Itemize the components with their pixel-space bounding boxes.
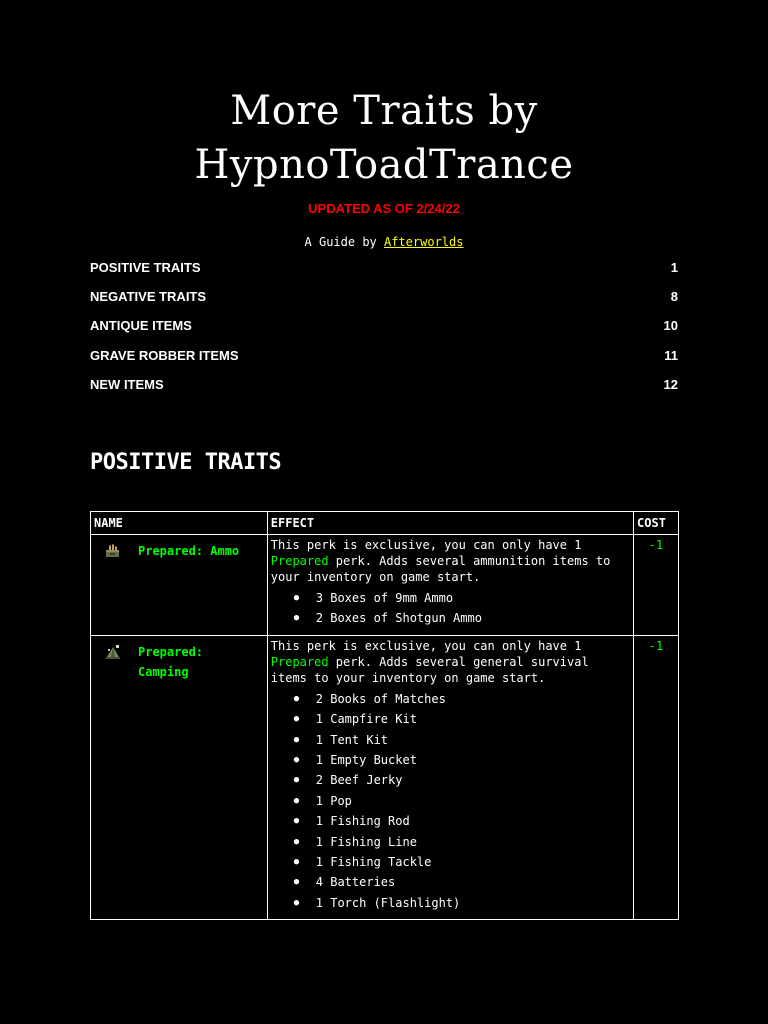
table-header-row (91, 512, 679, 535)
effect-text-post: perk. Adds several ammunition items to your inventory on game start. (270, 554, 611, 584)
header-effect: EFFECT (267, 512, 633, 535)
toc-label: NEW ITEMS (90, 376, 164, 392)
list-item: ● 1 Empty Bucket (316, 750, 630, 770)
table-row (91, 635, 679, 919)
author-link[interactable]: Afterworlds (384, 235, 464, 249)
item-list (271, 588, 630, 629)
effect-description (271, 537, 630, 585)
toc-item-new-items[interactable] (90, 376, 678, 405)
item-list (271, 689, 630, 913)
trait-name: Prepared: Ammo (138, 544, 240, 558)
list-item: ● 3 Boxes of 9mm Ammo (316, 588, 630, 608)
effect-cell (267, 535, 633, 636)
list-item: ● 1 Fishing Rod (316, 811, 630, 831)
ammo-box-icon (104, 542, 122, 560)
traits-table (90, 511, 679, 920)
title-line-1: More Traits by (230, 88, 538, 134)
trait-name-line-2: Camping (138, 664, 189, 679)
list-item: ● 1 Fishing Line (316, 832, 630, 852)
effect-text-pre: This perk is exclusive, you can only have 1 (270, 538, 582, 552)
effect-text-post: perk. Adds several general survival items to your inventory on game start. (270, 654, 589, 685)
effect-cell (267, 635, 633, 919)
name-cell (91, 635, 268, 919)
table-row (91, 535, 679, 636)
cost-cell: -1 (634, 635, 679, 919)
name-cell (91, 535, 268, 636)
guide-prefix: A Guide by (304, 235, 384, 249)
cost-cell: -1 (634, 535, 679, 636)
toc-label: NEGATIVE TRAITS (90, 289, 207, 305)
toc-label: ANTIQUE ITEMS (90, 318, 192, 334)
toc-item-positive-traits[interactable] (90, 259, 678, 288)
camping-gear-icon (104, 643, 122, 661)
header-name: NAME (91, 512, 268, 535)
trait-name (138, 642, 203, 682)
toc-label: GRAVE ROBBER ITEMS (90, 347, 239, 363)
toc-page: 8 (670, 289, 678, 305)
effect-highlight: Prepared (270, 554, 329, 568)
list-item: ● 2 Beef Jerky (316, 770, 630, 790)
list-item: ● 1 Pop (316, 791, 630, 811)
title-line-2: HypnoToadTrance (194, 142, 574, 188)
toc-label: POSITIVE TRAITS (90, 260, 201, 275)
effect-text-pre: This perk is exclusive, you can only have 1 (270, 638, 582, 653)
list-item: ● 1 Fishing Tackle (316, 852, 630, 872)
toc-item-grave-robber-items[interactable] (90, 347, 678, 376)
header-cost: COST (634, 512, 679, 535)
table-of-contents (90, 259, 678, 405)
trait-name-line-1: Prepared: (138, 644, 204, 659)
list-item: ● 1 Tent Kit (316, 730, 630, 750)
list-item: ● 2 Books of Matches (316, 689, 630, 709)
document-title (0, 84, 768, 192)
toc-page: 1 (670, 260, 678, 275)
guide-credit (0, 235, 768, 249)
list-item: ● 4 Batteries (316, 872, 630, 892)
toc-item-antique-items[interactable] (90, 317, 678, 346)
list-item: ● 1 Campfire Kit (316, 709, 630, 729)
toc-page: 12 (663, 376, 678, 392)
list-item: ● 1 Torch (Flashlight) (316, 893, 630, 913)
list-item: ● 2 Boxes of Shotgun Ammo (316, 608, 630, 628)
toc-item-negative-traits[interactable] (90, 288, 678, 317)
section-heading-positive-traits: POSITIVE TRAITS (90, 450, 282, 475)
effect-description (271, 638, 630, 686)
toc-page: 10 (663, 318, 678, 334)
updated-date: UPDATED AS OF 2/24/22 (308, 201, 460, 216)
effect-highlight: Prepared (270, 654, 329, 669)
toc-page: 11 (664, 347, 678, 363)
